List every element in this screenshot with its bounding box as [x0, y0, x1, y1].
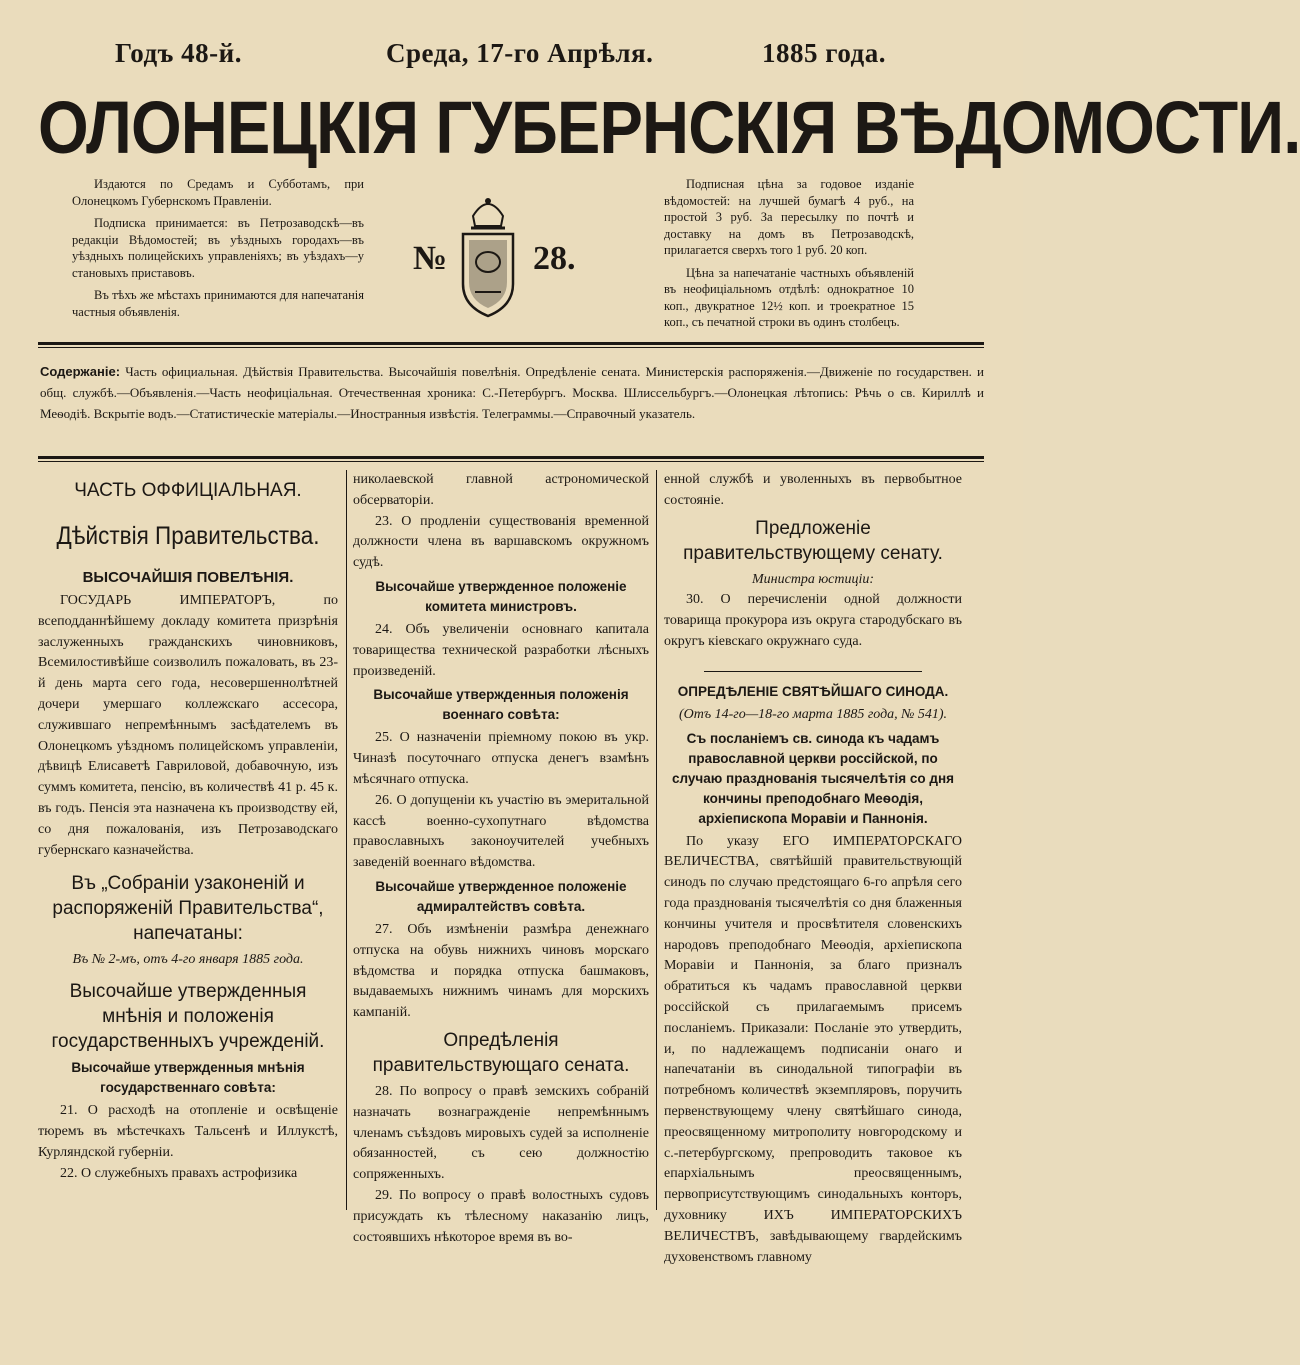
item-23: 23. О продленіи существованія временной должности члена въ варшавскомъ окружномъ судѣ.	[353, 513, 649, 571]
divider-rule	[38, 347, 984, 348]
divider-rule	[38, 456, 984, 459]
heading-opinions: Высочайше утвержденныя мнѣнія и положенія государственныхъ учрежденій.	[51, 981, 325, 1053]
info-left-ads: Въ тѣхъ же мѣстахъ принимаются для напечатанія частныя объявленія.	[72, 288, 364, 319]
item-28: 28. По вопросу о правѣ земскихъ собраній назначать вознагражденіе непремѣннымъ членамъ съѣздовъ мировыхъ судей за исполненіе обязанностей, съ сею должностію сопряженныхъ.	[353, 1083, 649, 1183]
divider-rule	[38, 342, 984, 345]
item-27: 27. Объ измѣненіи размѣра денежнаго отпуска на обувь нижнихъ чиновъ морскаго вѣдомства и порядка отпуска башмаковъ, выдаваемыхъ нижнимъ чинамъ для морскихъ кампаній.	[353, 921, 649, 1021]
info-left-publication: Издаются по Средамъ и Субботамъ, при Олонецкомъ Губернскомъ Правленіи.	[72, 177, 364, 208]
year-date: 1885 года.	[762, 38, 886, 68]
section-divider	[704, 671, 922, 672]
heading-synod: ОПРЕДѢЛЕНІЕ СВЯТѢЙШАГО СИНОДА.	[677, 683, 949, 699]
issue-date: Среда, 17-го Апрѣля.	[386, 38, 654, 68]
heading-committee: Высочайше утвержденное положеніе комитета министровъ.	[375, 578, 627, 614]
heading-council: Высочайше утвержденныя мнѣнія государственнаго совѣта:	[71, 1060, 305, 1096]
contents-label: Содержаніе:	[40, 364, 121, 379]
year-number: Годъ 48-й.	[115, 38, 242, 68]
paragraph: ГОСУДАРЬ ИМПЕРАТОРЪ, по всеподданнѣйшему докладу комитета призрѣнія заслуженныхъ гражданскихъ чиновниковъ, Всемилостивѣйше соизволилъ пожаловать, въ 23-й день марта сего года, несовершеннолѣтней дочери умершаго коллежскаго ассесора, служившаго непремѣннымъ засѣдателемъ въ Олонецкомъ уѣздномъ полицейскомъ управленіи, дѣвицѣ Елисаветѣ Гавриловой, добавочную, изъ суммъ комитета, пенсію, въ количествѣ 41 р. 45 к. въ годъ. Пенсія эта назначена къ производству ей, со дня пожалованія, изъ Петрозаводскаго губернскаго казначейства.	[38, 593, 338, 858]
item-24: 24. Объ увеличеніи основнаго капитала товарищества технической разработки лѣсныхъ произведеній.	[353, 621, 649, 679]
subsection-title: ВЫСОЧАЙШІЯ ПОВЕЛѢНІЯ.	[82, 569, 294, 586]
item-25: 25. О назначеніи пріемному покою въ укр. Чиназѣ посуточнаго отпуска денегъ взамѣнъ мѣсячнаго отпуска.	[353, 730, 649, 787]
paragraph-continued: енной службѣ и уволенныхъ въ первобытное состояніе.	[664, 472, 962, 508]
column-1	[38, 470, 338, 1184]
coat-of-arms-emblem	[455, 196, 521, 320]
column-divider	[346, 470, 347, 1210]
info-right	[664, 176, 914, 337]
heading-proposal-sub: Министра юстиціи:	[752, 571, 874, 587]
heading-collection: Въ „Собраніи узаконеній и распоряженій Правительства“, напечатаны:	[52, 873, 324, 945]
heading-collection-sub: Въ № 2-мъ, отъ 4-го января 1885 года.	[72, 952, 304, 968]
info-left	[72, 176, 364, 326]
divider-rule	[38, 461, 984, 462]
issue-number: 28.	[533, 240, 576, 277]
heading-military: Высочайше утвержденныя положенія военнаго совѣта:	[373, 687, 629, 723]
table-of-contents	[40, 361, 984, 424]
section-title: Дѣйствія Правительства.	[56, 522, 320, 550]
heading-senate: Опредѣленія правительствующаго сената.	[372, 1029, 630, 1076]
heading-epistle: Съ посланіемъ св. синода къ чадамъ православной церкви россійской, по случаю празднованія тысячелѣтія со дня кончины преподобнаго Меѳодія, архіепископа Моравіи и Паннонія.	[672, 730, 954, 826]
heading-admiralty: Высочайше утвержденное положеніе адмиралтействъ совѣта.	[375, 878, 627, 914]
item-21: 21. О расходѣ на отопленіе и освѣщеніе тюремъ въ мѣстечкахъ Тальсенѣ и Иллукстѣ, Курляндской губерніи.	[38, 1103, 338, 1160]
contents-text: Часть официальная. Дѣйствія Правительства. Высочайшія повелѣнія. Опредѣленіе сената. Министерскія распоряженія.—Движеніе по государствен. и общ. службѣ.—Объявленія.—Часть неофиціальная. Отечественная хроника: С.-Петербургъ. Москва. Шлиссельбургъ.—Олонецкая лѣтопись: Рѣчь о св. Кириллѣ и Меѳодіѣ. Вскрытіе водъ.—Статистическіе матеріалы.—Иностранныя извѣстія. Телеграммы.—Справочный указатель.	[40, 364, 984, 421]
number-sign: №	[413, 240, 448, 277]
item-29: 29. По вопросу о правѣ волостныхъ судовъ присуждать къ тѣлесному наказанію лицъ, состоявшихъ нѣкоторое время въ во-	[353, 1187, 649, 1245]
heading-synod-sub: (Отъ 14-го—18-го марта 1885 года, № 541).	[678, 706, 948, 722]
item-30: 30. О перечисленіи одной должности товарища прокурора изъ округа стародубскаго въ округъ кіевскаго окружнаго суда.	[664, 592, 962, 649]
info-right-ad-price: Цѣна за напечатаніе частныхъ объявленій въ неофиціальномъ отдѣлѣ: однократное 10 коп., двукратное 12½ коп. и троекратное 15 коп., съ печатной строки въ одинъ столбецъ.	[664, 265, 914, 329]
heading-proposal: Предложеніе правительствующему сенату.	[683, 517, 943, 564]
item-22: 22. О служебныхъ правахъ астрофизика	[60, 1165, 298, 1181]
column-3	[664, 470, 962, 1268]
info-right-price: Подписная цѣна за годовое изданіе вѣдомостей: на лучшей бумагѣ 4 руб., на простой 3 руб. За пересылку по почтѣ и доставку на домъ въ Петрозаводскѣ, прилагается сверхъ того 1 руб. 20 коп.	[664, 177, 914, 257]
column-2	[353, 470, 649, 1248]
paragraph-continued: николаевской главной астрономической обсерваторіи.	[353, 472, 649, 508]
masthead-title: ОЛОНЕЦКІЯ ГУБЕРНСКІЯ ВѢДОМОСТИ.	[38, 86, 1300, 169]
part-title: ЧАСТЬ ОФФИЦІАЛЬНАЯ.	[74, 480, 302, 501]
synod-paragraph: По указу ЕГО ИМПЕРАТОРСКАГО ВЕЛИЧЕСТВА, святѣйшій правительствующій синодъ по случаю предстоящаго 6-го апрѣля сего года празднованія тысячелѣтія со дня блаженныя кончины учителя и просвѣтителя словенскихъ народовъ преподобнаго Меѳодія, архіепископа Моравіи и Паннонія, за благо призналъ обратиться къ чадамъ православной церкви россійской съ прилагаемымъ присемъ посланіемъ. Приказали: Посланіе это утвердить, и, по надлежащемъ подписаніи онаго и напечатаніи въ синодальной типографіи въ потребномъ количествѣ экземпляровъ, поручить первенствующему члену святѣйшаго синода, преосвященному митрополиту новгородскому и с.-петербургскому, препроводить таковое къ епархіальнымъ преосвященнымъ, первоприсутствующимъ синодальныхъ конторъ, духовнику ИХЪ ИМПЕРАТОРСКИХЪ ВЕЛИЧЕСТВЪ, завѣдывающему гвардейскимъ духовенствомъ главному	[664, 833, 962, 1265]
column-divider	[656, 470, 657, 1210]
item-26: 26. О допущеніи къ участію въ эмеритальной кассѣ военно-сухопутнаго вѣдомства православныхъ законоучителей учебныхъ заведеній военнаго вѣдомства.	[353, 792, 649, 871]
info-left-subscription: Подписка принимается: въ Петрозаводскѣ—въ редакціи Вѣдомостей; въ уѣздныхъ городахъ—въ уѣздныхъ полицейскихъ управленіяхъ; въ уѣздахъ—у становыхъ приставовъ.	[72, 216, 364, 280]
